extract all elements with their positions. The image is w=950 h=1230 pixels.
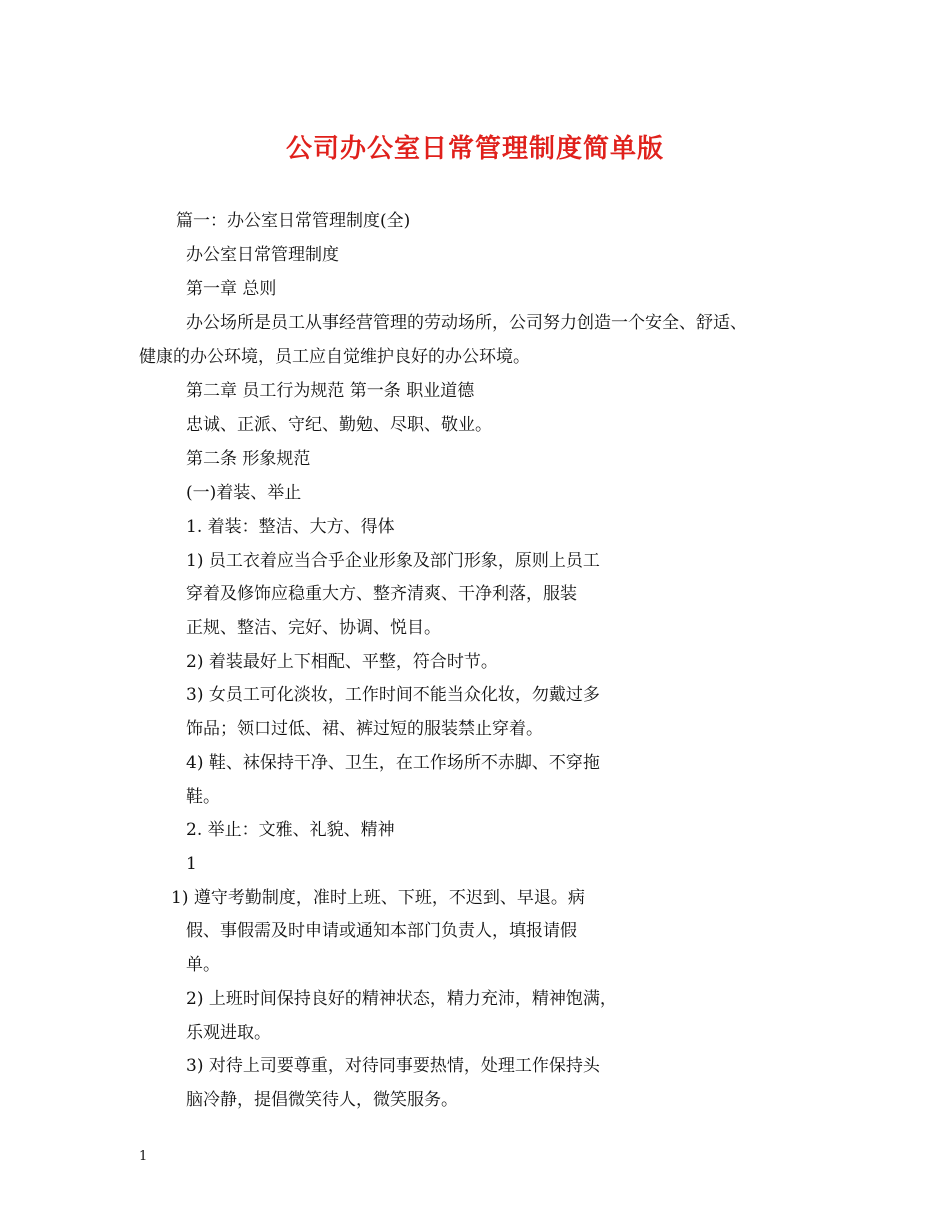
list-item: 1) 员工衣着应当合乎企业形象及部门形象，原则上员工 [186,551,600,571]
page-number: 1 [139,1149,148,1164]
paragraph-line: 健康的办公环境，员工应自觉维护良好的办公环境。 [139,347,530,367]
list-item-continued: 单。 [186,955,220,975]
list-item: 3) 对待上司要尊重，对待同事要热情，处理工作保持头 [186,1056,600,1076]
list-item-continued: 乐观进取。 [186,1023,271,1043]
subsection-heading: (一)着装、举止 [186,483,302,503]
list-item-continued: 假、事假需及时申请或通知本部门负责人，填报请假 [186,921,577,941]
chapter-heading: 第一章 总则 [186,279,277,299]
list-item-continued: 脑冷静，提倡微笑待人，微笑服务。 [186,1090,458,1110]
chapter-heading: 第二章 员工行为规范 第一条 职业道德 [186,381,475,401]
list-item: 3) 女员工可化淡妆，工作时间不能当众化妆，勿戴过多 [186,685,600,705]
paragraph-line: 忠诚、正派、守纪、勤勉、尽职、敬业。 [186,415,492,435]
list-item: 4) 鞋、袜保持干净、卫生，在工作场所不赤脚、不穿拖 [186,753,600,773]
list-item: 2. 举止：文雅、礼貌、精神 [186,820,395,840]
inline-page-number: 1 [186,854,197,874]
section-heading: 篇一：办公室日常管理制度(全) [176,211,411,231]
list-item: 1) 遵守考勤制度，准时上班、下班，不迟到、早退。病 [171,888,585,908]
list-item: 2) 着装最好上下相配、平整，符合时节。 [186,652,498,672]
list-item-continued: 饰品；领口过低、裙、裤过短的服装禁止穿着。 [186,719,543,739]
list-item-continued: 穿着及修饰应稳重大方、整齐清爽、干净利落，服装 [186,584,577,604]
article-heading: 第二条 形象规范 [186,449,311,469]
list-item: 1. 着装：整洁、大方、得体 [186,517,395,537]
list-item-continued: 鞋。 [186,787,220,807]
list-item: 2) 上班时间保持良好的精神状态，精力充沛，精神饱满， [186,989,617,1009]
subtitle-line: 办公室日常管理制度 [186,245,339,265]
list-item-continued: 正规、整洁、完好、协调、悦目。 [186,618,441,638]
document-title: 公司办公室日常管理制度简单版 [285,134,664,164]
paragraph-line: 办公场所是员工从事经营管理的劳动场所，公司努力创造一个安全、舒适、 [186,313,747,333]
